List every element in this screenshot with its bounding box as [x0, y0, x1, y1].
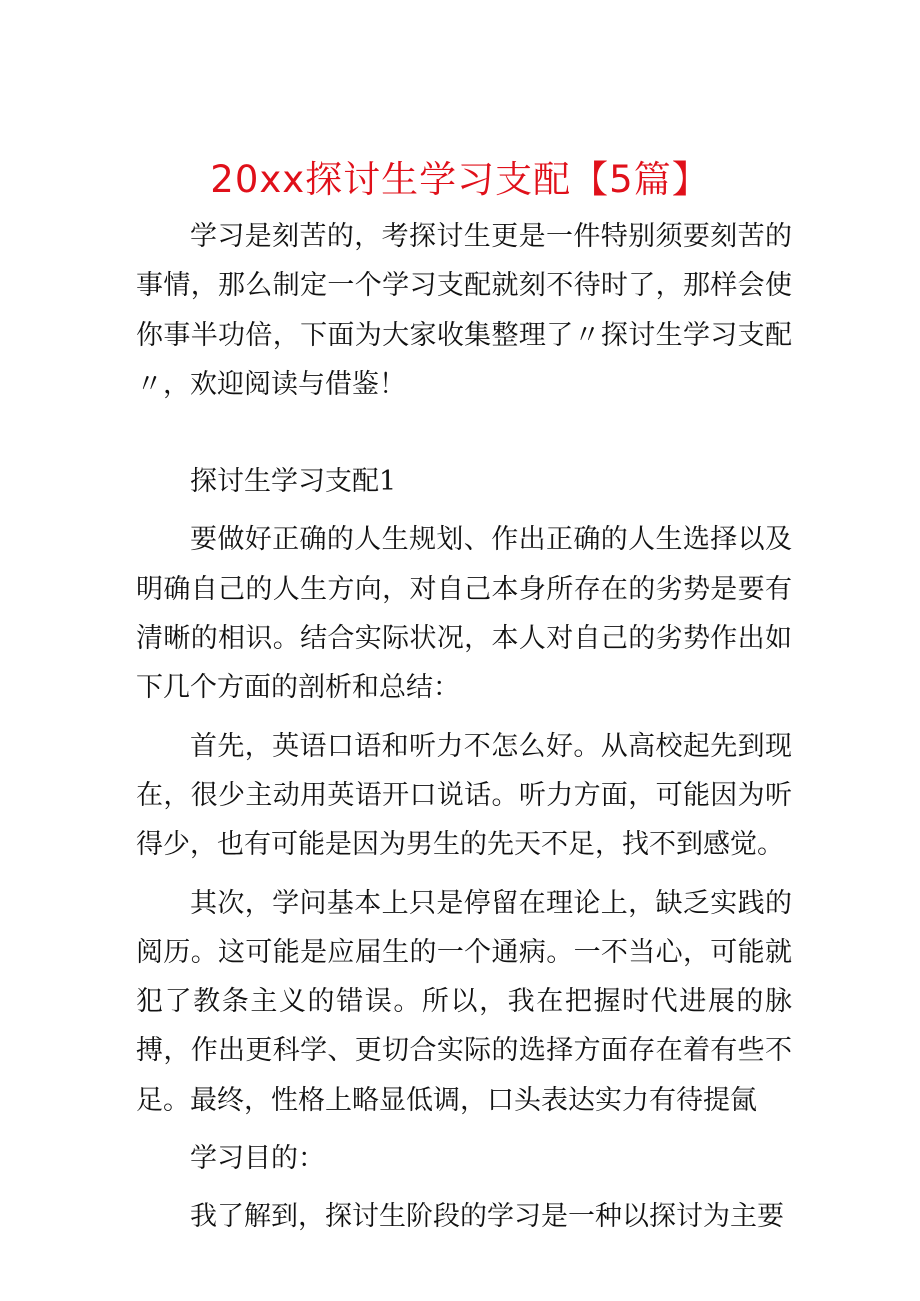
heading-gap	[136, 506, 792, 515]
intro-paragraph: 学习是刻苦的，考探讨生更是一件特别须要刻苦的事情，那么制定一个学习支配就刻不待时了，那样会使你事半功倍，下面为大家收集整理了〃探讨生学习支配〃，欢迎阅读与借鉴！	[136, 221, 792, 400]
body-paragraph-last: 我了解到，探讨生阶段的学习是一种以探讨为主要	[190, 1201, 784, 1233]
paragraph-gap	[136, 870, 792, 879]
body-paragraph: 要做好正确的人生规划、作出正确的人生选择以及明确自己的人生方向，对自己本身所存在的劣势是要有清晰的相识。结合实际状况，本人对自己的劣势作出如下几个方面的剖析和总结：	[136, 524, 792, 704]
subheading: 学习目的：	[190, 1143, 325, 1175]
paragraph-gap	[136, 1125, 792, 1134]
paragraph-gap	[136, 713, 792, 722]
document-title: 20xx探讨生学习支配【5篇】	[210, 158, 710, 201]
section-heading: 探讨生学习支配1	[190, 466, 397, 498]
paragraph-gap	[136, 1183, 792, 1192]
body-paragraph: 首先，英语口语和听力不怎么好。从高校起先到现在，很少主动用英语开口说话。听力方面，可能因为听得少，也有可能是因为男生的先天不足，找不到感觉。	[136, 730, 792, 861]
section-gap	[136, 409, 792, 457]
document-body	[136, 212, 792, 1242]
body-paragraph: 其次，学问基本上只是停留在理论上，缺乏实践的阅历。这可能是应届生的一个通病。一不当心，可能就犯了教条主义的错误。所以，我在把握时代进展的脉搏，作出更科学、更切合实际的选择方面存在着有些不足。最终，性格上略显低调，口头表达实力有待提氤	[136, 887, 792, 1116]
